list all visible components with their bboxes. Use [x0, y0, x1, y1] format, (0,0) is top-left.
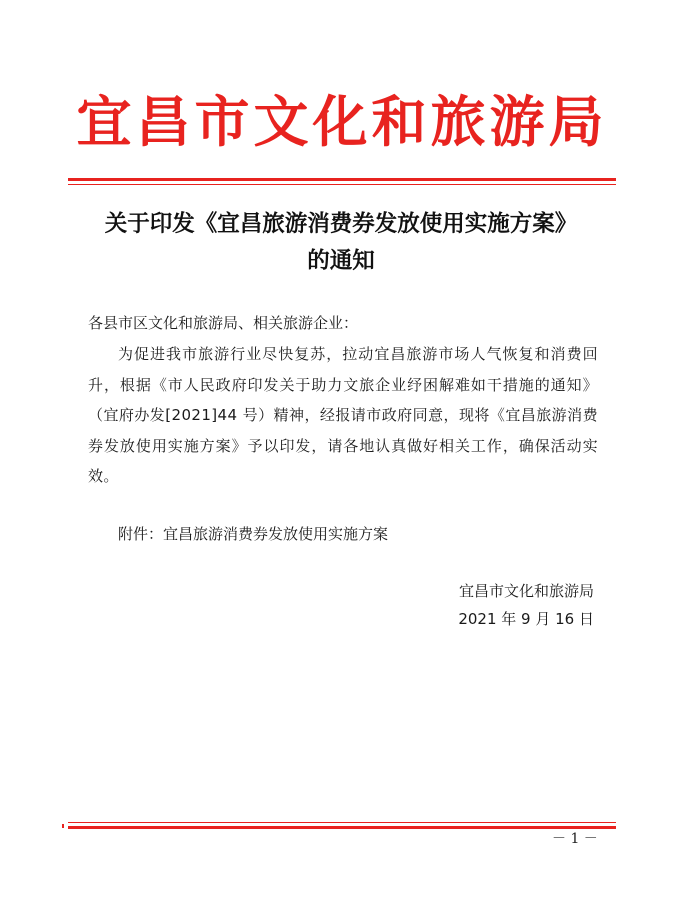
document-title-line-2: 的通知 [307, 248, 375, 274]
footer-rule-thick [68, 826, 616, 829]
addressee: 各县市区文化和旅游局、相关旅游企业： [88, 314, 359, 332]
footer-rule-thin [68, 822, 616, 823]
page-number: － 1 － [552, 831, 598, 847]
body-paragraph: 为促进我市旅游行业尽快复苏，拉动宜昌旅游市场人气恢复和消费回升，根据《市人民政府印发关于助力文旅企业纾困解难如干措施的通知》（宜府办发[2021]44 号）精神，经报请市政府同意，现将《宜昌旅游消费券发放使用实施方案》予以印发，请各地认真做好相关工作，确保活动实效。 [88, 345, 598, 485]
document-title-line-1: 关于印发《宜昌旅游消费券发放使用实施方案》 [104, 211, 578, 237]
header-rule-thick [68, 178, 616, 181]
signature-organization: 宜昌市文化和旅游局 [458, 582, 594, 600]
attachment-line: 附件：宜昌旅游消费券发放使用实施方案 [118, 525, 389, 543]
signature-date: 2021 年 9 月 16 日 [458, 610, 594, 628]
footer-corner-mark [62, 824, 64, 828]
issuer-masthead: 宜昌市文化和旅游局 [76, 89, 608, 154]
header-rule-thin [68, 184, 616, 185]
